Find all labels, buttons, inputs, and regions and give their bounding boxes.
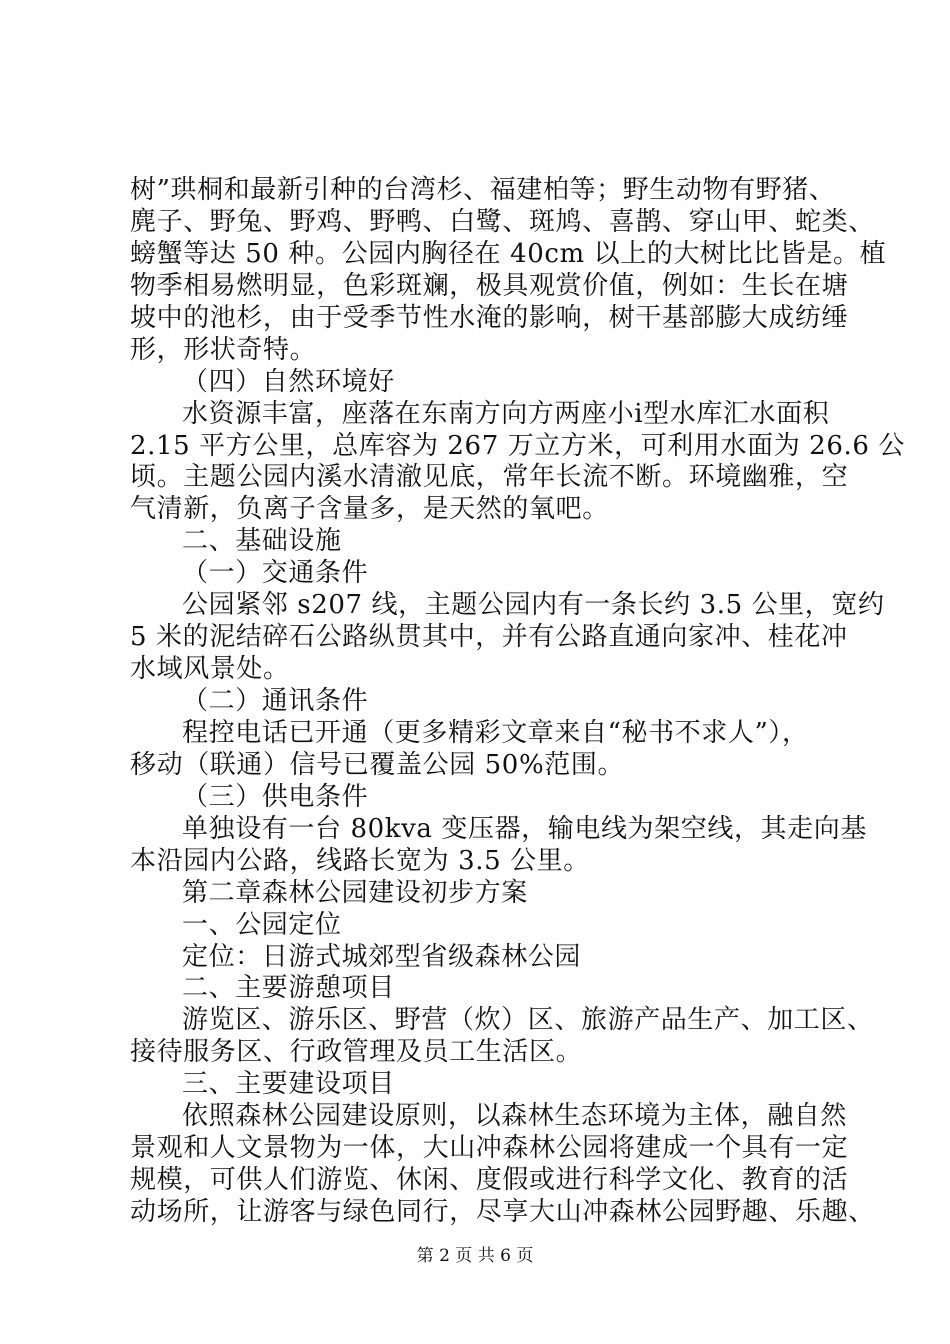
text-line: 螃蟹等达 50 种。公园内胸径在 40cm 以上的大树比比皆是。植	[130, 239, 887, 269]
text-line: 游览区、游乐区、野营（炊）区、旅游产品生产、加工区、	[182, 1005, 874, 1035]
text-line: 本沿园内公路，线路长宽为 3.5 公里。	[130, 846, 590, 876]
text-line: （四）自然环境好	[182, 367, 395, 397]
text-line: （一）交通条件	[182, 558, 369, 588]
text-line: 动场所，让游客与绿色同行，尽享大山冲森林公园野趣、乐趣、	[130, 1197, 875, 1227]
text-line: 水域风景处。	[130, 654, 290, 684]
text-line: （二）通讯条件	[182, 686, 369, 716]
text-line: 定位：日游式城郊型省级森林公园	[182, 942, 582, 972]
text-line: 移动（联通）信号已覆盖公园 50%范围。	[130, 750, 625, 780]
text-line: 水资源丰富，座落在东南方向方两座小ⅰ型水库汇水面积	[182, 399, 830, 429]
text-line: 气清新，负离子含量多，是天然的氧吧。	[130, 494, 609, 524]
text-line: 物季相易燃明显，色彩斑斓，极具观赏价值，例如：生长在塘	[130, 271, 849, 301]
text-line: 三、主要建设项目	[182, 1069, 395, 1099]
text-line: 形，形状奇特。	[130, 335, 317, 365]
text-line: 一、公园定位	[182, 910, 342, 940]
text-line: 公园紧邻 s207 线，主题公园内有一条长约 3.5 公里，宽约	[182, 590, 885, 620]
text-line: 规模，可供人们游览、休闲、度假或进行科学文化、教育的活	[130, 1165, 849, 1195]
text-line: 二、主要游憩项目	[182, 973, 395, 1003]
text-line: 第二章森林公园建设初步方案	[182, 878, 528, 908]
text-line: 5 米的泥结碎石公路纵贯其中，并有公路直通向家冲、桂花冲	[130, 622, 848, 652]
page-footer: 第 2 页 共 6 页	[416, 1246, 534, 1266]
text-line: （三）供电条件	[182, 782, 369, 812]
text-line: 二、基础设施	[182, 526, 342, 556]
text-line: 树”珙桐和最新引种的台湾杉、福建柏等；野生动物有野猪、	[130, 175, 836, 205]
text-line: 麂子、野兔、野鸡、野鸭、白鹭、斑鸠、喜鹊、穿山甲、蛇类、	[130, 207, 875, 237]
text-line: 依照森林公园建设原则，以森林生态环境为主体，融自然	[182, 1101, 848, 1131]
text-line: 坡中的池杉，由于受季节性水淹的影响，树干基部膨大成纺缍	[130, 303, 849, 333]
text-line: 顷。主题公园内溪水清澈见底，常年长流不断。环境幽雅，空	[130, 462, 849, 492]
text-line: 接待服务区、行政管理及员工生活区。	[130, 1037, 583, 1067]
text-line: 2.15 平方公里，总库容为 267 万立方米，可利用水面为 26.6 公	[130, 431, 905, 461]
text-line: 程控电话已开通（更多精彩文章来自“秘书不求人”），	[182, 718, 809, 748]
text-line: 单独设有一台 80kva 变压器，输电线为架空线，其走向基	[182, 814, 867, 844]
text-line: 景观和人文景物为一体，大山冲森林公园将建成一个具有一定	[130, 1133, 849, 1163]
